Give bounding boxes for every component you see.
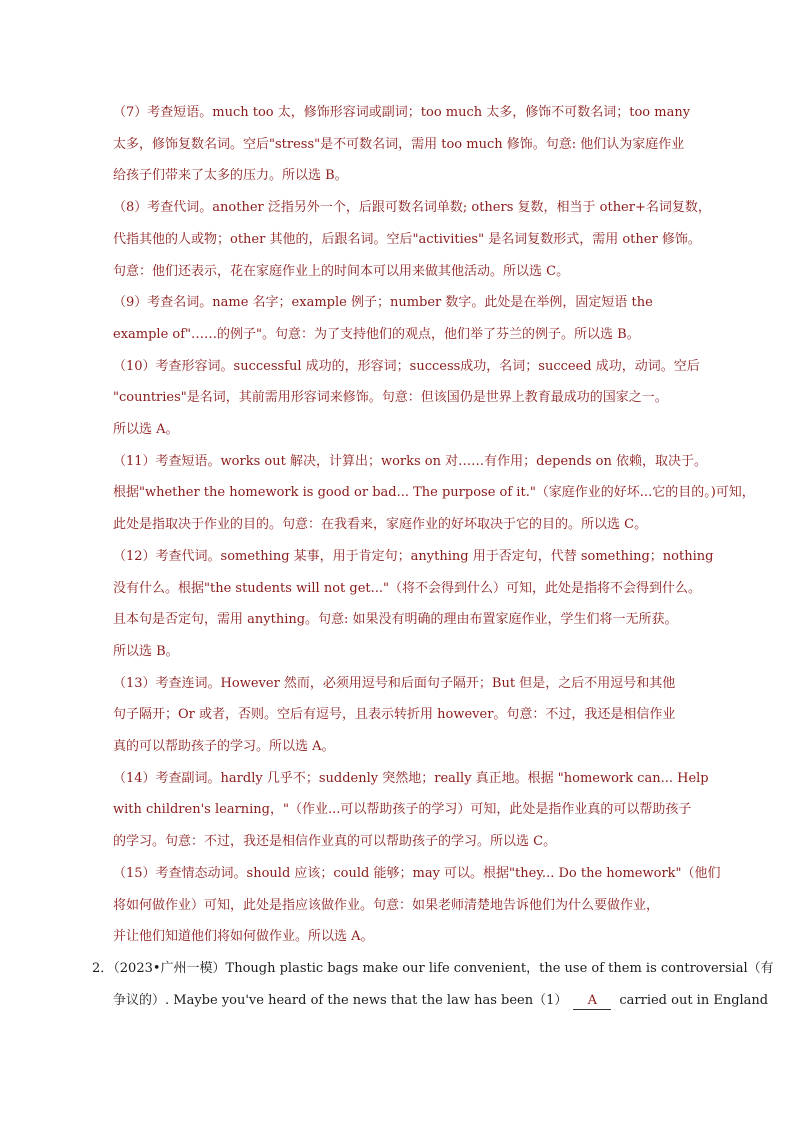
explanation-item	[113, 351, 698, 446]
explanation-item	[113, 287, 698, 350]
explanation-line: 句子隔开；Or 或者，否则。空后有逗号，且表示转折用 however。句意：不过，我还是相信作业	[113, 707, 676, 723]
explanation-line: 代指其他的人或物；other 其他的，后跟名词。空后"activities" 是名词复数形式，需用 other 修饰。	[113, 231, 701, 247]
explanation-line: （12）考查代词。something 某事，用于肯定句；anything 用于否定句，代替 something；nothing	[113, 548, 714, 564]
explanation-line: 的学习。句意：不过，我还是相信作业真的可以帮助孩子的学习。所以选 C。	[113, 834, 557, 850]
explanation-item	[113, 668, 698, 763]
explanation-line: 句意：他们还表示，花在家庭作业上的时间本可以用来做其他活动。所以选 C。	[113, 263, 570, 279]
explanation-line: （8）考查代词。another 泛指另外一个，后跟可数名词单数; others 复数，相当于 other+名词复数，	[113, 200, 711, 216]
question-2	[92, 953, 774, 1016]
explanation-item	[113, 446, 755, 541]
answer-explanations	[113, 97, 755, 953]
question-2-text-before-blank: 争议的）. Maybe you've heard of the news that the law has been（1）	[113, 992, 568, 1008]
explanation-line: 且本句是否定句，需用 anything。句意: 如果没有明确的理由布置家庭作业，学生们将一无所获。	[113, 612, 678, 628]
explanation-item	[113, 192, 711, 287]
explanation-item	[113, 541, 714, 668]
explanation-line: example of"……的例子"。句意：为了支持他们的观点，他们举了芬兰的例子。所以选 B。	[113, 326, 640, 342]
explanation-line: 所以选 B。	[113, 643, 179, 659]
explanation-line: （10）考查形容词。successful 成功的，形容词；success成功，名词；succeed 成功，动词。空后	[113, 358, 700, 374]
explanation-line: 根据"whether the homework is good or bad... The purpose of it."（家庭作业的好坏...它的目的。)可知，	[113, 485, 755, 501]
blank-answer: A	[587, 992, 598, 1008]
explanation-line: 此处是指取决于作业的目的。句意：在我看来，家庭作业的好坏取决于它的目的。所以选 C。	[113, 517, 648, 533]
explanation-line: with children's learning，"（作业...可以帮助孩子的学习）可知，此处是指作业真的可以帮助孩子	[113, 802, 692, 818]
question-2-line-2	[92, 985, 769, 1017]
explanation-line: 太多，修饰复数名词。空后"stress"是不可数名词，需用 too much 修饰。句意: 他们认为家庭作业	[113, 136, 685, 152]
explanation-line: （9）考查名词。name 名字；example 例子；number 数字。此处是在举例，固定短语 the	[113, 295, 653, 311]
explanation-line: 给孩子们带来了太多的压力。所以选 B。	[113, 168, 348, 184]
explanation-item	[113, 763, 709, 858]
explanation-line: 没有什么。根据"the students will not get..."（将不会得到什么）可知，此处是指将不会得到什么。	[113, 580, 701, 596]
explanation-line: 所以选 A。	[113, 422, 179, 438]
explanation-line: "countries"是名词，其前需用形容词来修饰。句意：但该国仍是世界上教育最成功的国家之一。	[113, 390, 668, 406]
explanation-item	[113, 97, 698, 192]
explanation-line: （14）考查副词。hardly 几乎不；suddenly 突然地；really 真正地。根据 "homework can... Help	[113, 770, 709, 786]
explanation-line: （11）考查短语。works out 解决，计算出；works on 对……有作用；depends on 依赖，取决于。	[113, 453, 707, 469]
question-2-text-after-blank: carried out in England	[619, 992, 769, 1008]
explanation-line: 将如何做作业）可知，此处是指应该做作业。句意：如果老师清楚地告诉他们为什么要做作业，	[113, 897, 660, 913]
explanation-line: （13）考查连词。However 然而，必须用逗号和后面句子隔开；But 但是，之后不用逗号和其他	[113, 675, 676, 691]
explanation-line: （7）考查短语。much too 太，修饰形容词或副词；too much 太多，修饰不可数名词；too many	[113, 105, 691, 120]
answer-blank-1	[573, 993, 611, 1010]
explanation-line: （15）考查情态动词。should 应该；could 能够；may 可以。根据"they... Do the homework"（他们	[113, 865, 721, 881]
explanation-line: 真的可以帮助孩子的学习。所以选 A。	[113, 739, 335, 755]
explanation-item	[113, 858, 721, 953]
explanation-line: 并让他们知道他们将如何做作业。所以选 A。	[113, 929, 374, 945]
question-2-line-1: 2．（2023•广州一模）Though plastic bags make our life convenient，the use of them is controversial（有	[92, 960, 774, 976]
